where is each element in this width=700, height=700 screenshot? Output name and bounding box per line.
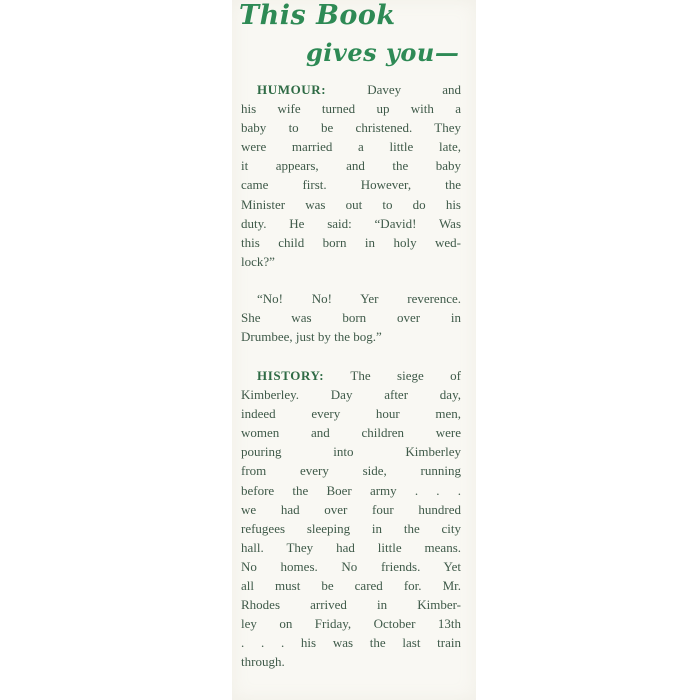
history-line: through. bbox=[241, 654, 285, 670]
humour-line: lock?” bbox=[241, 253, 275, 269]
history-line: indeed every hour men, bbox=[241, 406, 461, 422]
history-line: before the Boer army . . . bbox=[241, 482, 461, 498]
humour-line: duty. He said: “David! Was bbox=[241, 215, 461, 231]
humour-line: baby to be christened. They bbox=[241, 120, 461, 136]
humour-label: HUMOUR: bbox=[257, 82, 327, 97]
history-line: No homes. No friends. Yet bbox=[241, 558, 461, 574]
humour-line: Minister was out to do his bbox=[241, 196, 461, 212]
humour-line bbox=[241, 80, 461, 99]
history-line-text: The siege of bbox=[350, 368, 461, 383]
history-line: ley on Friday, October 13th bbox=[241, 616, 461, 632]
history-line: pouring into Kimberley bbox=[241, 444, 461, 460]
history-line: from every side, running bbox=[241, 463, 461, 479]
humour-line-text: Davey and bbox=[367, 82, 462, 97]
reply-line: “No! No! Yer reverence. bbox=[257, 291, 461, 306]
history-line: all must be cared for. Mr. bbox=[241, 578, 461, 594]
history-line: . . . his was the last train bbox=[241, 635, 461, 651]
history-line: refugees sleeping in the city bbox=[241, 520, 461, 536]
history-line: we had over four hundred bbox=[241, 501, 461, 517]
humour-line: were married a little late, bbox=[241, 139, 461, 155]
humour-line: came first. However, the bbox=[241, 177, 461, 193]
humour-line: this child born in holy wed- bbox=[241, 234, 461, 250]
reply-line: She was born over in bbox=[241, 310, 461, 326]
history-line: women and children were bbox=[241, 425, 461, 441]
history-line: Kimberley. Day after day, bbox=[241, 387, 461, 403]
history-line bbox=[241, 366, 461, 385]
humour-paragraph bbox=[241, 80, 461, 271]
humour-line: his wife turned up with a bbox=[241, 101, 461, 117]
reply-line: Drumbee, just by the bog.” bbox=[241, 329, 382, 345]
title-line-1: This Book bbox=[239, 0, 396, 31]
history-label: HISTORY: bbox=[257, 368, 325, 383]
history-line: hall. They had little means. bbox=[241, 539, 461, 555]
reply-paragraph bbox=[241, 289, 461, 346]
history-line: Rhodes arrived in Kimber- bbox=[241, 597, 461, 613]
history-paragraph bbox=[241, 366, 461, 672]
humour-line: it appears, and the baby bbox=[241, 158, 461, 174]
title-line-2: gives you— bbox=[306, 38, 460, 67]
